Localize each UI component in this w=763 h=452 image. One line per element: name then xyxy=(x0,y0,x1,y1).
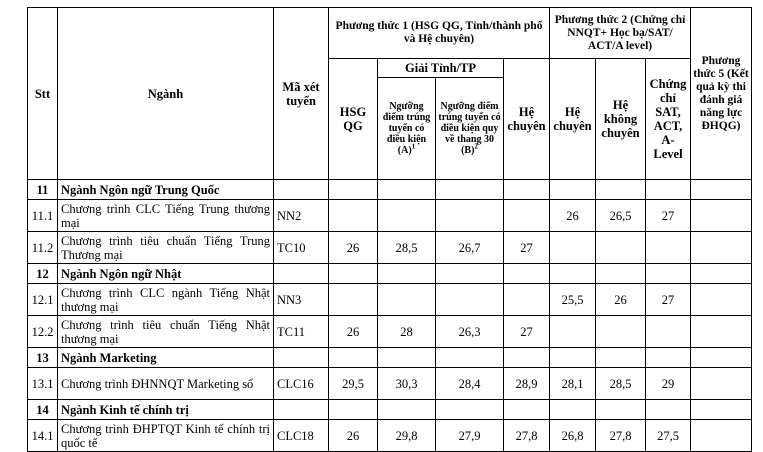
program-code: TC10 xyxy=(274,232,329,264)
group-name: Ngành Marketing xyxy=(58,348,274,368)
program-stt: 12.2 xyxy=(28,316,58,348)
empty-cell xyxy=(550,264,596,284)
program-row xyxy=(28,284,752,316)
empty-cell xyxy=(550,180,596,200)
empty-cell xyxy=(274,400,329,420)
empty-cell xyxy=(329,180,378,200)
empty-cell xyxy=(646,180,691,200)
empty-cell xyxy=(504,400,550,420)
program-code: CLC18 xyxy=(274,420,329,452)
program-stt: 14.1 xyxy=(28,420,58,452)
group-stt: 13 xyxy=(28,348,58,368)
empty-cell xyxy=(691,400,752,420)
empty-cell xyxy=(504,348,550,368)
empty-cell xyxy=(436,264,504,284)
header-phuong-thuc-1: Phương thức 1 (HSG QG, Tỉnh/thành phố và Hệ chuyên) xyxy=(329,8,550,59)
score-pt5 xyxy=(691,200,752,232)
group-stt: 11 xyxy=(28,180,58,200)
header-hsg-qg: HSG QG xyxy=(329,59,378,180)
score-hsg: 26 xyxy=(329,316,378,348)
header-nguong-a: Ngưỡng điểm trúng tuyển có điều kiện $(A)^1$ xyxy=(378,78,436,180)
score-hc1 xyxy=(504,284,550,316)
empty-cell xyxy=(646,400,691,420)
empty-cell xyxy=(378,348,436,368)
program-row xyxy=(28,200,752,232)
empty-cell xyxy=(691,348,752,368)
program-code: NN2 xyxy=(274,200,329,232)
score-hc1 xyxy=(504,200,550,232)
score-hc1: 28,9 xyxy=(504,368,550,400)
score-hkc: 26 xyxy=(596,284,646,316)
score-pt5 xyxy=(691,284,752,316)
score-hkc: 27,8 xyxy=(596,420,646,452)
score-hkc xyxy=(596,316,646,348)
program-stt: 13.1 xyxy=(28,368,58,400)
empty-cell xyxy=(504,264,550,284)
empty-cell xyxy=(596,180,646,200)
program-row xyxy=(28,368,752,400)
program-row xyxy=(28,316,752,348)
score-hsg xyxy=(329,200,378,232)
header-chung-chi-sat: Chứng chỉ SAT, ACT, A-Level xyxy=(646,59,691,180)
empty-cell xyxy=(329,400,378,420)
score-pt5 xyxy=(691,368,752,400)
score-a: 29,8 xyxy=(378,420,436,452)
empty-cell xyxy=(274,180,329,200)
program-stt: 12.1 xyxy=(28,284,58,316)
program-name: Chương trình CLC Tiếng Trung thương mại xyxy=(58,200,274,232)
header-he-chuyen-pt2: Hệ chuyên xyxy=(550,59,596,180)
program-name: Chương trình ĐHPTQT Kinh tế chính trị quốc tế xyxy=(58,420,274,452)
group-row xyxy=(28,180,752,200)
program-stt: 11.1 xyxy=(28,200,58,232)
score-a xyxy=(378,200,436,232)
score-hsg: 26 xyxy=(329,232,378,264)
score-pt5 xyxy=(691,316,752,348)
score-sat: 27 xyxy=(646,200,691,232)
program-code: CLC16 xyxy=(274,368,329,400)
header-he-chuyen-pt1: Hệ chuyên xyxy=(504,59,550,180)
group-name: Ngành Ngôn ngữ Trung Quốc xyxy=(58,180,274,200)
header-phuong-thuc-5: Phương thức 5 (Kết quả kỳ thi đánh giá năng lực ĐHQG) xyxy=(691,8,752,180)
empty-cell xyxy=(329,348,378,368)
group-name: Ngành Kinh tế chính trị xyxy=(58,400,274,420)
empty-cell xyxy=(436,180,504,200)
program-stt: 11.2 xyxy=(28,232,58,264)
score-a: 28 xyxy=(378,316,436,348)
score-sat xyxy=(646,316,691,348)
score-pt5 xyxy=(691,420,752,452)
program-row xyxy=(28,232,752,264)
score-hkc: 26,5 xyxy=(596,200,646,232)
empty-cell xyxy=(596,348,646,368)
score-sat: 27,5 xyxy=(646,420,691,452)
program-code: TC11 xyxy=(274,316,329,348)
score-a xyxy=(378,284,436,316)
group-row xyxy=(28,348,752,368)
group-stt: 12 xyxy=(28,264,58,284)
score-hc2: 28,1 xyxy=(550,368,596,400)
score-a: 28,5 xyxy=(378,232,436,264)
empty-cell xyxy=(274,348,329,368)
score-hc2: 26 xyxy=(550,200,596,232)
group-row xyxy=(28,264,752,284)
score-b: 26,3 xyxy=(436,316,504,348)
program-name: Chương trình tiêu chuẩn Tiếng Trung Thương mại xyxy=(58,232,274,264)
score-hc1: 27 xyxy=(504,232,550,264)
score-b xyxy=(436,284,504,316)
header-giai-tinh: Giải Tỉnh/TP xyxy=(378,59,504,78)
group-stt: 14 xyxy=(28,400,58,420)
header-nguong-b: Ngưỡng điểm trúng tuyển có điều kiện quy về thang 30 $(B)^2$ xyxy=(436,78,504,180)
admission-score-table xyxy=(27,7,752,452)
program-row xyxy=(28,420,752,452)
score-pt5 xyxy=(691,232,752,264)
table-body xyxy=(28,180,752,452)
program-name: Chương trình CLC ngành Tiếng Nhật thương mại xyxy=(58,284,274,316)
empty-cell xyxy=(436,400,504,420)
score-b xyxy=(436,200,504,232)
score-b: 26,7 xyxy=(436,232,504,264)
score-hkc xyxy=(596,232,646,264)
group-row xyxy=(28,400,752,420)
program-name: Chương trình tiêu chuẩn Tiếng Nhật thương mại xyxy=(58,316,274,348)
admission-table-container xyxy=(27,7,752,452)
empty-cell xyxy=(436,348,504,368)
score-sat xyxy=(646,232,691,264)
empty-cell xyxy=(550,400,596,420)
header-ma-xet-tuyen: Mã xét tuyển xyxy=(274,8,329,180)
empty-cell xyxy=(646,264,691,284)
group-name: Ngành Ngôn ngữ Nhật xyxy=(58,264,274,284)
score-sat: 27 xyxy=(646,284,691,316)
empty-cell xyxy=(378,180,436,200)
program-name: Chương trình ĐHNNQT Marketing số xyxy=(58,368,274,400)
score-hc1: 27,8 xyxy=(504,420,550,452)
empty-cell xyxy=(274,264,329,284)
score-hc2 xyxy=(550,232,596,264)
empty-cell xyxy=(378,400,436,420)
score-b: 28,4 xyxy=(436,368,504,400)
empty-cell xyxy=(378,264,436,284)
score-hkc: 28,5 xyxy=(596,368,646,400)
score-b: 27,9 xyxy=(436,420,504,452)
score-hsg xyxy=(329,284,378,316)
empty-cell xyxy=(646,348,691,368)
score-hc2: 25,5 xyxy=(550,284,596,316)
score-hc1: 27 xyxy=(504,316,550,348)
header-nganh: Ngành xyxy=(58,8,274,180)
header-he-khong-chuyen: Hệ không chuyên xyxy=(596,59,646,180)
empty-cell xyxy=(691,180,752,200)
score-hc2: 26,8 xyxy=(550,420,596,452)
header-phuong-thuc-2: Phương thức 2 (Chứng chỉ NNQT+ Học bạ/SAT/ ACT/A level) xyxy=(550,8,691,59)
header-stt: Stt xyxy=(28,8,58,180)
empty-cell xyxy=(329,264,378,284)
score-a: 30,3 xyxy=(378,368,436,400)
score-hsg: 29,5 xyxy=(329,368,378,400)
empty-cell xyxy=(691,264,752,284)
score-sat: 29 xyxy=(646,368,691,400)
empty-cell xyxy=(596,400,646,420)
empty-cell xyxy=(550,348,596,368)
score-hc2 xyxy=(550,316,596,348)
score-hsg: 26 xyxy=(329,420,378,452)
empty-cell xyxy=(596,264,646,284)
program-code: NN3 xyxy=(274,284,329,316)
empty-cell xyxy=(504,180,550,200)
